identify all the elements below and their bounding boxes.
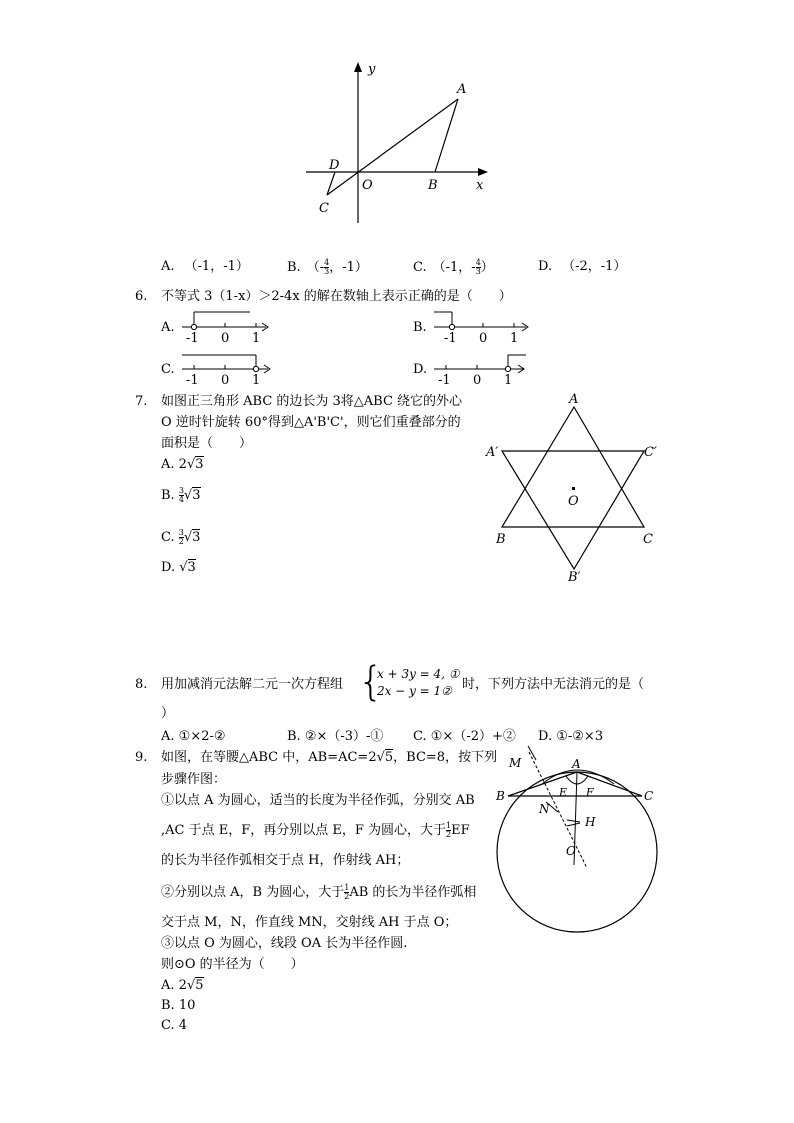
q9-option-a[interactable]: A. 2√5: [161, 978, 204, 993]
svg-text:0: 0: [221, 373, 230, 386]
q8-equation-2: 2x − y = 1②: [377, 684, 452, 698]
svg-text:A′: A′: [486, 445, 499, 460]
fraction: $\frac{3}{2}$: [178, 528, 184, 546]
svg-text:B: B: [496, 532, 506, 547]
point-a-label: A: [457, 82, 467, 97]
q6-number-line-c: [180, 350, 280, 386]
fraction: $\frac{1}{2}$: [344, 883, 350, 901]
svg-text:N: N: [539, 802, 550, 816]
svg-text:0: 0: [479, 331, 488, 344]
svg-text:1: 1: [510, 331, 519, 344]
q8-option-d[interactable]: D. ①-②×3: [538, 729, 604, 744]
svg-text:B′: B′: [568, 570, 581, 585]
svg-text:B: B: [496, 789, 505, 803]
fraction: $\frac{3}{4}$: [178, 486, 184, 504]
q7-figure: [480, 385, 670, 590]
q6-option-b[interactable]: B.: [413, 320, 427, 335]
q6-option-c[interactable]: C.: [161, 362, 175, 377]
point-d-label: D: [329, 158, 340, 173]
sqrt-sign: √: [186, 978, 196, 993]
fraction: $\frac{1}{2}$: [446, 821, 452, 839]
q7-stem-line2: O 逆时针旋转 60°得到△A'B'C'，则它们重叠部分的: [161, 415, 461, 430]
q6-option-d[interactable]: D.: [413, 362, 428, 377]
svg-text:0: 0: [473, 373, 482, 386]
svg-text:-1: -1: [186, 331, 199, 344]
q6-number-line-d: [432, 350, 532, 386]
q8-number: 8.: [135, 677, 148, 692]
q9-line8: ③以点 O 为圆心，线段 OA 长为半径作圆.: [161, 936, 408, 951]
q9-line4: ,AC 于点 E，F，再分别以点 E，F 为圆心，大于 $\frac{1}{2}$ EF: [161, 821, 470, 839]
sqrt-sign: √: [179, 560, 188, 575]
fraction: $\frac{4}{3}$: [475, 258, 481, 276]
fraction: $\frac{4}{3}$: [324, 258, 330, 276]
q9-line3: ①以点 A 为圆心，适当的长度为半径作弧，分别交 AB: [161, 793, 475, 808]
q7-number: 7.: [135, 394, 148, 409]
svg-text:1: 1: [252, 331, 261, 344]
q8-stem-pre: 用加减消元法解二元一次方程组: [161, 677, 344, 692]
q5-option-b[interactable]: B. （- $\frac{4}{3}$ ，-1）: [287, 258, 368, 276]
q9-option-c[interactable]: C. 4: [161, 1018, 188, 1033]
point-c-label: C: [319, 201, 329, 216]
sqrt-sign: √: [183, 488, 193, 503]
q9-number: 9.: [135, 750, 148, 765]
origin-label: O: [362, 178, 373, 193]
q5-option-d[interactable]: D. （-2，-1）: [538, 259, 627, 274]
q6-number: 6.: [135, 289, 148, 304]
q9-line5: 的长为半径作弧相交于点 H，作射线 AH；: [161, 853, 410, 868]
svg-text:O: O: [568, 494, 579, 509]
q7-stem-line1: 如图正三角形 ABC 的边长为 3将△ABC 绕它的外心: [161, 394, 463, 409]
svg-text:C: C: [643, 532, 653, 547]
q6-option-a[interactable]: A.: [161, 320, 175, 335]
q5-option-c[interactable]: C. （-1，- $\frac{4}{3}$ ）: [413, 258, 494, 276]
q9-line7: 交于点 M，N，作直线 MN，交射线 AH 于点 O；: [161, 915, 458, 930]
q6-stem: 不等式 3（1-x）＞2-4x 的解在数轴上表示正确的是（ ）: [161, 289, 512, 304]
svg-text:H: H: [585, 815, 596, 829]
y-axis-label: y: [368, 62, 376, 77]
q9-option-b[interactable]: B. 10: [161, 998, 196, 1013]
q8-equation-1: x + 3y = 4, ①: [377, 667, 460, 681]
svg-text:1: 1: [504, 373, 513, 386]
svg-text:A: A: [569, 392, 579, 407]
q7-option-d[interactable]: D. √3: [161, 560, 196, 575]
svg-text:-1: -1: [438, 373, 451, 386]
svg-text:C: C: [644, 789, 654, 803]
svg-text:M: M: [509, 756, 522, 770]
svg-text:-1: -1: [186, 373, 199, 386]
x-axis-label: x: [476, 178, 484, 193]
svg-text:F: F: [586, 786, 594, 799]
q9-line6: ②分别以点 A，B 为圆心，大于 $\frac{1}{2}$ AB 的长为半径作弧相: [161, 883, 477, 901]
sqrt-sign: √: [183, 530, 193, 545]
q7-stem-line3: 面积是（ ）: [161, 436, 253, 451]
q8-stem-close: ）: [161, 706, 175, 721]
svg-text:O: O: [566, 844, 576, 858]
q9-line9: 则⊙O 的半径为（ ）: [161, 957, 304, 972]
q6-number-line-b: [432, 308, 536, 344]
point-b-label: B: [428, 178, 438, 193]
q8-option-b[interactable]: B. ②×（-3）-①: [287, 729, 384, 744]
q8-option-a[interactable]: A. ①×2-②: [161, 729, 226, 744]
q9-line2: 步骤作图：: [161, 772, 227, 787]
q9-line1: 如图，在等腰△ABC 中，AB=AC=2√5，BC=8，按下列: [161, 750, 498, 765]
svg-text:1: 1: [252, 373, 261, 386]
equation-brace: {: [358, 659, 384, 705]
q5-option-a[interactable]: A. （-1，-1）: [161, 259, 249, 274]
q7-option-c[interactable]: C. $\frac{3}{2}$ √3: [161, 528, 201, 546]
q6-number-line-a: [180, 308, 280, 344]
q9-figure: [492, 740, 672, 940]
svg-text:E: E: [559, 786, 568, 799]
q8-option-c[interactable]: C. ①×（-2）+②: [413, 729, 516, 744]
q7-option-a[interactable]: A. 2√3: [161, 457, 204, 472]
svg-text:0: 0: [221, 331, 230, 344]
svg-text:C′: C′: [644, 445, 657, 460]
svg-text:A: A: [572, 757, 581, 771]
svg-text:-1: -1: [444, 331, 457, 344]
sqrt-sign: √: [186, 457, 196, 472]
q7-option-b[interactable]: B. $\frac{3}{4}$ √3: [161, 486, 201, 504]
q8-stem-post: 时，下列方法中无法消元的是（: [462, 677, 645, 692]
q5-figure: [300, 58, 500, 228]
